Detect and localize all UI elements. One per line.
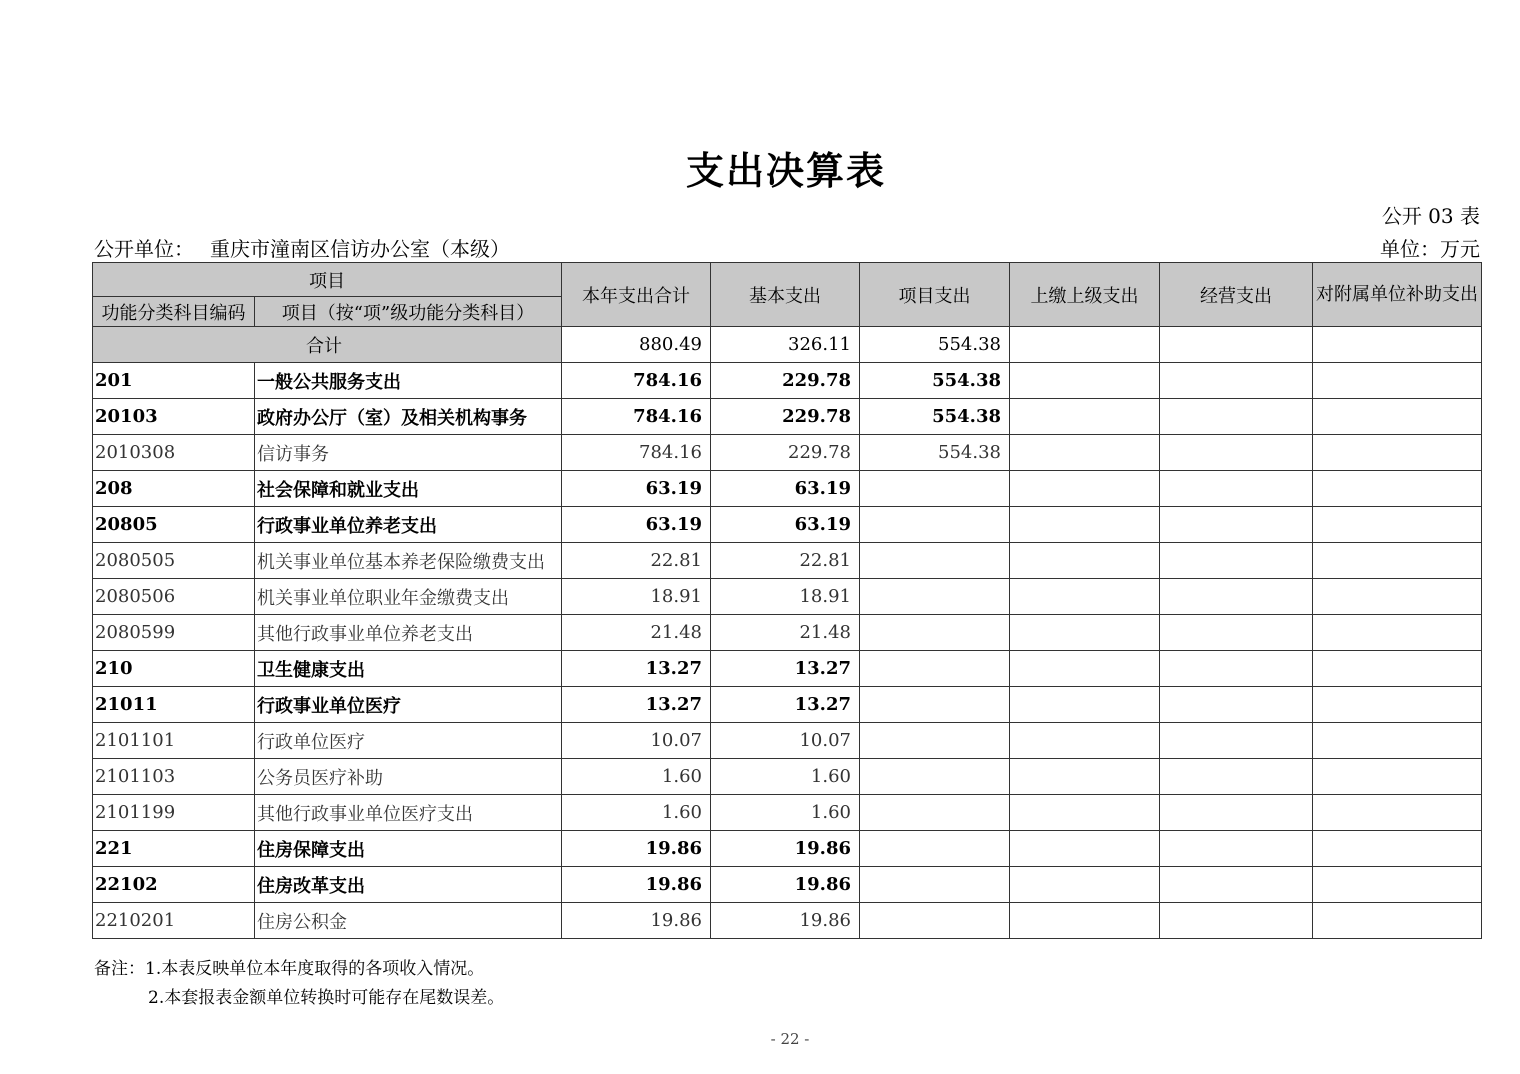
table-row — [93, 759, 1482, 795]
table-row — [93, 435, 1482, 471]
basic-cell: 18.91 — [711, 579, 860, 615]
business-cell — [1160, 471, 1313, 507]
header-superior: 上缴上级支出 — [1010, 263, 1160, 327]
total-cell: 10.07 — [562, 723, 711, 759]
header-total: 本年支出合计 — [562, 263, 711, 327]
code-cell: 2080506 — [93, 579, 255, 615]
code-cell: 2101101 — [93, 723, 255, 759]
total-cell: 19.86 — [562, 831, 711, 867]
code-cell: 2101103 — [93, 759, 255, 795]
superior-cell — [1010, 867, 1160, 903]
note-line: 备注：1.本表反映单位本年度取得的各项收入情况。 — [94, 959, 485, 979]
business-cell — [1160, 867, 1313, 903]
subsidy-cell — [1313, 615, 1482, 651]
superior-cell — [1010, 435, 1160, 471]
project-cell — [860, 507, 1010, 543]
code-cell: 201 — [93, 363, 255, 399]
table-row — [93, 795, 1482, 831]
subsidy-cell — [1313, 831, 1482, 867]
table-row — [93, 903, 1482, 939]
table-row — [93, 399, 1482, 435]
code-cell: 2080599 — [93, 615, 255, 651]
business-cell — [1160, 507, 1313, 543]
subsidy-cell — [1313, 471, 1482, 507]
table-row — [93, 867, 1482, 903]
project-cell — [860, 687, 1010, 723]
superior-cell — [1010, 651, 1160, 687]
business-cell — [1160, 327, 1313, 363]
name-cell: 其他行政事业单位医疗支出 — [255, 795, 562, 831]
basic-cell: 13.27 — [711, 687, 860, 723]
name-cell: 卫生健康支出 — [255, 651, 562, 687]
name-cell: 住房保障支出 — [255, 831, 562, 867]
project-cell — [860, 723, 1010, 759]
note-line: 2.本套报表金额单位转换时可能存在尾数误差。 — [148, 988, 505, 1008]
table-row — [93, 831, 1482, 867]
business-cell — [1160, 543, 1313, 579]
basic-cell: 19.86 — [711, 867, 860, 903]
subsidy-cell — [1313, 363, 1482, 399]
superior-cell — [1010, 507, 1160, 543]
name-cell: 机关事业单位职业年金缴费支出 — [255, 579, 562, 615]
superior-cell — [1010, 327, 1160, 363]
total-cell: 63.19 — [562, 507, 711, 543]
name-cell: 其他行政事业单位养老支出 — [255, 615, 562, 651]
code-cell: 2101199 — [93, 795, 255, 831]
subsidy-cell — [1313, 651, 1482, 687]
superior-cell — [1010, 471, 1160, 507]
business-cell — [1160, 687, 1313, 723]
table-row — [93, 651, 1482, 687]
total-cell: 13.27 — [562, 651, 711, 687]
project-cell — [860, 903, 1010, 939]
code-cell: 2210201 — [93, 903, 255, 939]
total-row — [93, 327, 1482, 363]
basic-cell: 63.19 — [711, 507, 860, 543]
notes — [94, 955, 504, 1013]
project-cell — [860, 651, 1010, 687]
table-row — [93, 579, 1482, 615]
header-item: 项目 — [93, 263, 562, 297]
name-cell: 政府办公厅（室）及相关机构事务 — [255, 399, 562, 435]
total-cell: 784.16 — [562, 399, 711, 435]
business-cell — [1160, 759, 1313, 795]
name-cell: 住房改革支出 — [255, 867, 562, 903]
basic-cell: 21.48 — [711, 615, 860, 651]
code-cell: 221 — [93, 831, 255, 867]
business-cell — [1160, 831, 1313, 867]
name-cell: 公务员医疗补助 — [255, 759, 562, 795]
name-cell: 行政事业单位医疗 — [255, 687, 562, 723]
basic-cell: 63.19 — [711, 471, 860, 507]
basic-cell: 10.07 — [711, 723, 860, 759]
table-row — [93, 687, 1482, 723]
business-cell — [1160, 399, 1313, 435]
project-cell — [860, 543, 1010, 579]
header-business: 经营支出 — [1160, 263, 1313, 327]
name-cell: 行政事业单位养老支出 — [255, 507, 562, 543]
subsidy-cell — [1313, 795, 1482, 831]
superior-cell — [1010, 795, 1160, 831]
header-code: 功能分类科目编码 — [93, 297, 255, 327]
subsidy-cell — [1313, 903, 1482, 939]
project-cell: 554.38 — [860, 399, 1010, 435]
project-cell — [860, 795, 1010, 831]
project-cell: 554.38 — [860, 435, 1010, 471]
subsidy-cell — [1313, 507, 1482, 543]
basic-cell: 326.11 — [711, 327, 860, 363]
page-title: 支出决算表 — [685, 148, 886, 193]
org-name: 重庆市潼南区信访办公室（本级） — [210, 237, 510, 261]
total-cell: 21.48 — [562, 615, 711, 651]
project-cell — [860, 615, 1010, 651]
basic-cell: 229.78 — [711, 399, 860, 435]
code-cell: 210 — [93, 651, 255, 687]
name-cell: 行政单位医疗 — [255, 723, 562, 759]
superior-cell — [1010, 399, 1160, 435]
total-cell: 784.16 — [562, 363, 711, 399]
code-cell: 20805 — [93, 507, 255, 543]
subsidy-cell — [1313, 723, 1482, 759]
total-cell: 1.60 — [562, 759, 711, 795]
table-body — [93, 327, 1482, 939]
subsidy-cell — [1313, 867, 1482, 903]
basic-cell: 1.60 — [711, 795, 860, 831]
business-cell — [1160, 615, 1313, 651]
basic-cell: 13.27 — [711, 651, 860, 687]
table-row — [93, 723, 1482, 759]
subsidy-cell — [1313, 399, 1482, 435]
subsidy-cell — [1313, 327, 1482, 363]
name-cell: 一般公共服务支出 — [255, 363, 562, 399]
superior-cell — [1010, 363, 1160, 399]
code-cell: 2010308 — [93, 435, 255, 471]
form-number: 公开 03 表 — [1381, 204, 1480, 228]
header-basic: 基本支出 — [711, 263, 860, 327]
project-cell — [860, 579, 1010, 615]
superior-cell — [1010, 903, 1160, 939]
unit-label: 公开单位： — [94, 237, 194, 261]
currency-unit: 单位：万元 — [1380, 237, 1480, 261]
table-row — [93, 615, 1482, 651]
code-cell: 22102 — [93, 867, 255, 903]
business-cell — [1160, 579, 1313, 615]
subsidy-cell — [1313, 687, 1482, 723]
subsidy-cell — [1313, 543, 1482, 579]
total-cell: 19.86 — [562, 903, 711, 939]
total-cell: 22.81 — [562, 543, 711, 579]
page-number: - 22 - — [770, 1030, 810, 1048]
header-project: 项目支出 — [860, 263, 1010, 327]
name-cell: 信访事务 — [255, 435, 562, 471]
basic-cell: 22.81 — [711, 543, 860, 579]
table-row — [93, 363, 1482, 399]
basic-cell: 229.78 — [711, 363, 860, 399]
total-cell: 63.19 — [562, 471, 711, 507]
code-cell: 21011 — [93, 687, 255, 723]
total-cell: 13.27 — [562, 687, 711, 723]
project-cell: 554.38 — [860, 327, 1010, 363]
superior-cell — [1010, 543, 1160, 579]
project-cell — [860, 471, 1010, 507]
project-cell — [860, 867, 1010, 903]
superior-cell — [1010, 723, 1160, 759]
name-cell: 住房公积金 — [255, 903, 562, 939]
table-row — [93, 471, 1482, 507]
basic-cell: 19.86 — [711, 831, 860, 867]
business-cell — [1160, 903, 1313, 939]
project-cell — [860, 759, 1010, 795]
business-cell — [1160, 435, 1313, 471]
total-cell: 18.91 — [562, 579, 711, 615]
superior-cell — [1010, 759, 1160, 795]
basic-cell: 1.60 — [711, 759, 860, 795]
total-label: 合计 — [93, 327, 562, 363]
subsidy-cell — [1313, 435, 1482, 471]
superior-cell — [1010, 579, 1160, 615]
total-cell: 784.16 — [562, 435, 711, 471]
subsidy-cell — [1313, 759, 1482, 795]
expenditure-table — [92, 262, 1482, 939]
total-cell: 1.60 — [562, 795, 711, 831]
superior-cell — [1010, 831, 1160, 867]
superior-cell — [1010, 615, 1160, 651]
name-cell: 机关事业单位基本养老保险缴费支出 — [255, 543, 562, 579]
business-cell — [1160, 651, 1313, 687]
total-cell: 880.49 — [562, 327, 711, 363]
project-cell: 554.38 — [860, 363, 1010, 399]
basic-cell: 19.86 — [711, 903, 860, 939]
header-subsidy: 对附属单位补助支出 — [1313, 263, 1482, 327]
header-name: 项目（按“项”级功能分类科目） — [255, 297, 562, 327]
name-cell: 社会保障和就业支出 — [255, 471, 562, 507]
project-cell — [860, 831, 1010, 867]
subsidy-cell — [1313, 579, 1482, 615]
basic-cell: 229.78 — [711, 435, 860, 471]
table-row — [93, 507, 1482, 543]
reporting-unit — [94, 233, 510, 262]
code-cell: 208 — [93, 471, 255, 507]
table-row — [93, 543, 1482, 579]
business-cell — [1160, 795, 1313, 831]
business-cell — [1160, 363, 1313, 399]
total-cell: 19.86 — [562, 867, 711, 903]
code-cell: 2080505 — [93, 543, 255, 579]
superior-cell — [1010, 687, 1160, 723]
code-cell: 20103 — [93, 399, 255, 435]
business-cell — [1160, 723, 1313, 759]
